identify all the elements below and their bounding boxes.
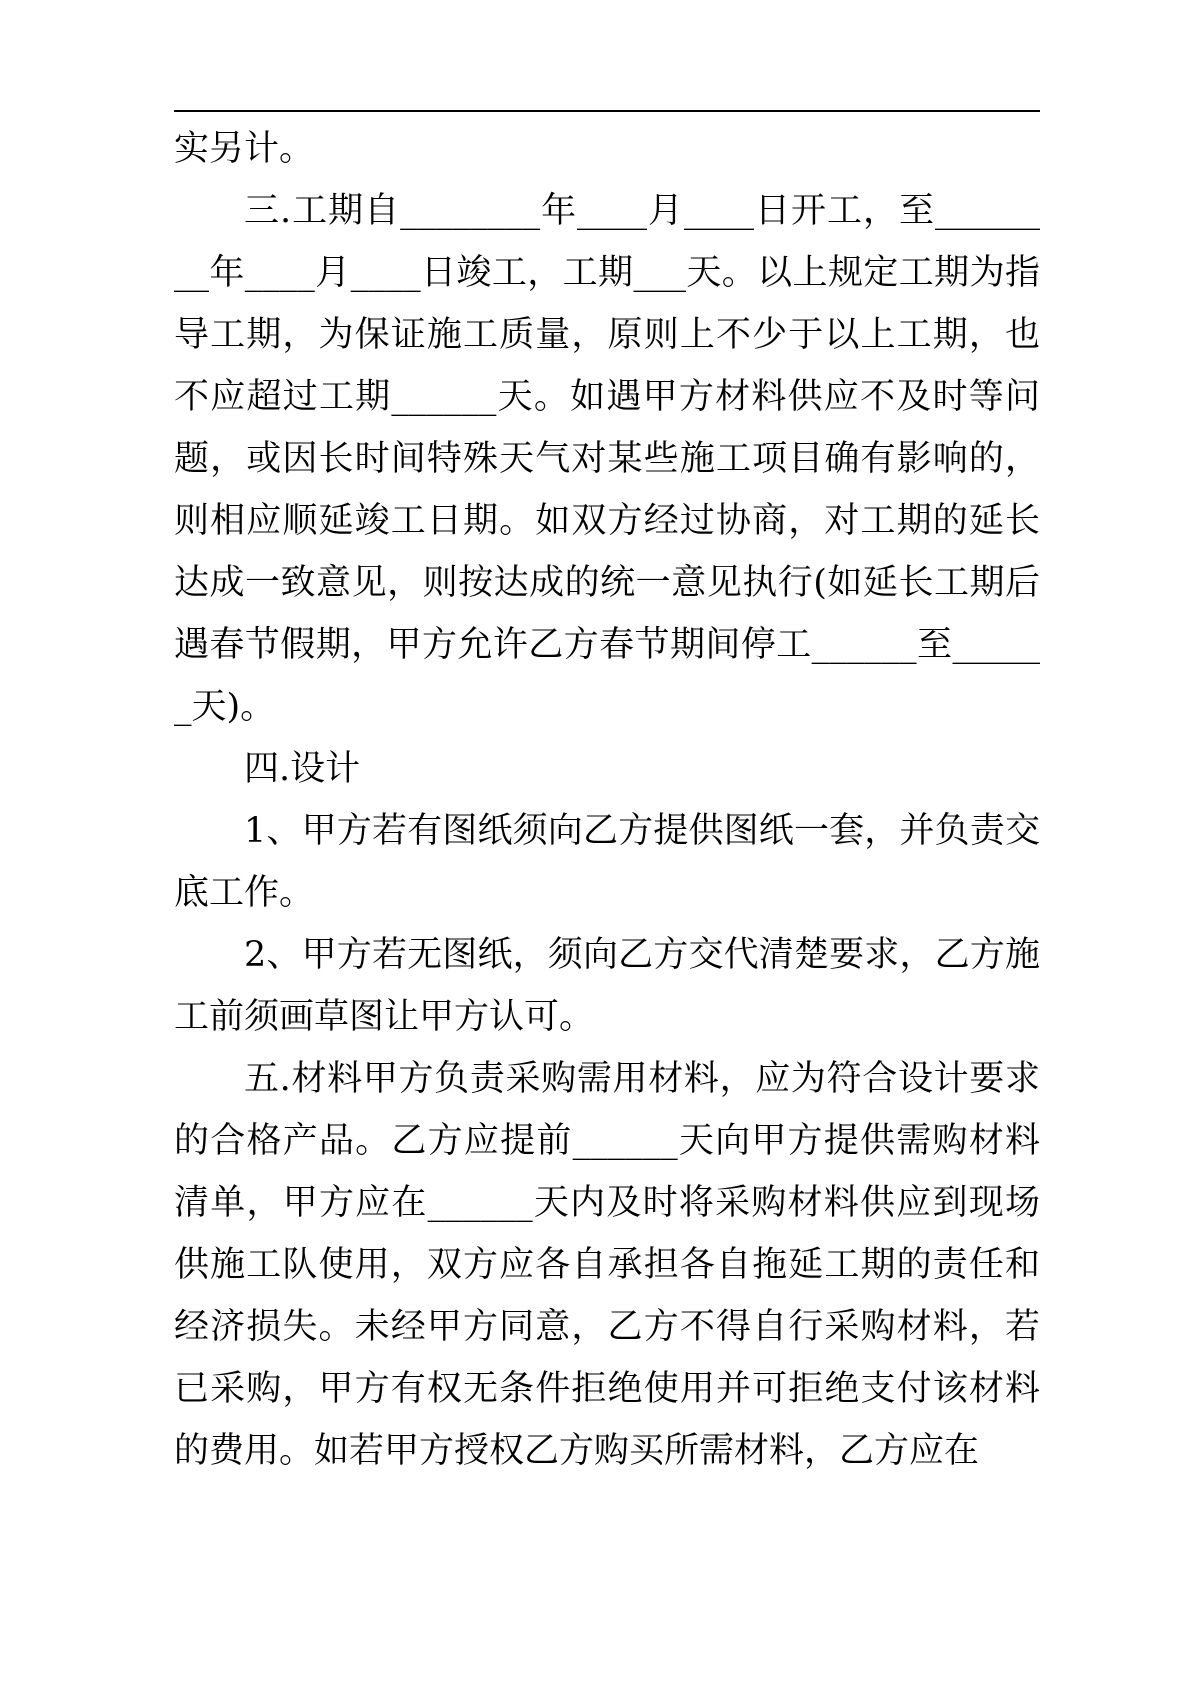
- header-rule: [174, 110, 1040, 112]
- section-4-heading: 四.设计: [244, 749, 361, 789]
- continuation-paragraph: 实另计。: [174, 129, 315, 169]
- section-4-item-1: 1、甲方若有图纸须向乙方提供图纸一套，并负责交底工作。: [174, 811, 1040, 913]
- document-body: [174, 118, 1040, 1482]
- section-5-materials-paragraph: 五.材料甲方负责采购需用材料，应为符合设计要求的合格产品。乙方应提前______天向甲方提供需购材料清单，甲方应在______天内及时将采购材料供应到现场供施工队使用，双方应各自承担各自拖延工期的责任和经济损失。未经甲方同意，乙方不得自行采购材料，若已采购，甲方有权无条件拒绝使用并可拒绝支付该材料的费用。如若甲方授权乙方购买所需材料，乙方应在: [174, 1059, 1040, 1471]
- section-4-item-2: 2、甲方若无图纸，须向乙方交代清楚要求，乙方施工前须画草图让甲方认可。: [174, 935, 1040, 1037]
- section-3-schedule-paragraph: 三.工期自________年____月____日开工，至________年____月____日竣工，工期___天。以上规定工期为指导工期，为保证施工质量，原则上不少于以上工期，也不应超过工期______天。如遇甲方材料供应不及时等问题，或因长时间特殊天气对某些施工项目确有影响的，则相应顺延竣工日期。如双方经过协商，对工期的延长达成一致意见，则按达成的统一意见执行(如延长工期后遇春节假期，甲方允许乙方春节期间停工______至______天)。: [174, 191, 1040, 727]
